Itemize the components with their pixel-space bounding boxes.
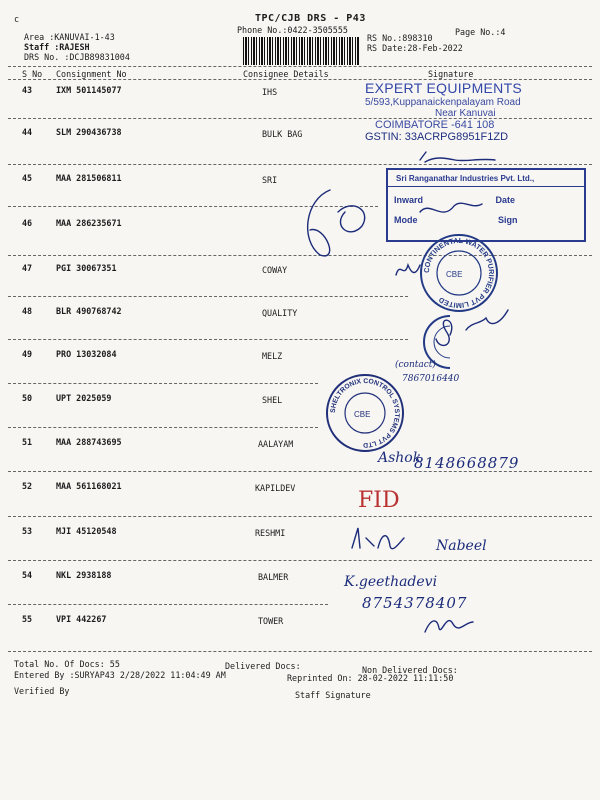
row-sno: 52	[22, 481, 33, 491]
row-consignment: NKL 2938188	[56, 570, 112, 580]
row-consignee: SHEL	[262, 395, 283, 405]
report-title: TPC/CJB DRS - P43	[255, 13, 366, 24]
stamp-company-name: Sri Ranganathar Industries Pvt. Ltd.,	[388, 170, 584, 187]
seal-text: CONTINENTAL WATER PURIFIER PVT LIMITED	[421, 235, 497, 311]
row-consignee: COWAY	[262, 265, 288, 275]
row-sno: 44	[22, 127, 33, 137]
page-number: Page No.:4	[455, 27, 506, 37]
row-consignee: BULK BAG	[262, 129, 303, 139]
handwritten-contact-note: (contact)	[395, 360, 436, 370]
handwritten-contact-number: 7867016440	[402, 374, 460, 384]
verified-by: Verified By	[14, 686, 70, 696]
row-consignment: SLM 290436738	[56, 127, 122, 137]
row-sno: 43	[22, 85, 33, 95]
row-consignee: RESHMI	[255, 528, 286, 538]
row-consignment: UPT 2025059	[56, 393, 112, 403]
row-consignment: VPI 442267	[56, 614, 107, 624]
row-sno: 55	[22, 614, 33, 624]
total-docs: Total No. Of Docs: 55	[14, 659, 120, 669]
row-consignment: PGI 30067351	[56, 263, 117, 273]
row-consignee: SRI	[262, 175, 278, 185]
col-sno: S No	[22, 69, 43, 79]
col-signature: Signature	[428, 69, 474, 79]
row-sno: 50	[22, 393, 33, 403]
row-consignee: MELZ	[262, 351, 283, 361]
row-sno: 47	[22, 263, 33, 273]
non-delivered-docs: Non Delivered Docs:	[362, 665, 458, 675]
row-consignment: IXM 501145077	[56, 85, 122, 95]
row-consignment: PRO 13032084	[56, 349, 117, 359]
stamp-inward-label: Inward	[394, 195, 424, 205]
staff-signature: Staff Signature	[295, 690, 371, 700]
delivered-docs: Delivered Docs:	[225, 661, 301, 671]
seal-text: SHELTRONIX CONTROL SYSTEMS PVT LTD	[329, 377, 401, 449]
stamp-address-1: 5/593,Kuppanaickenpalayam Road	[365, 97, 521, 108]
row-consignee: AALAYAM	[258, 439, 294, 449]
row-consignment: MAA 561168021	[56, 481, 122, 491]
handwritten-ashok: Ashok	[378, 450, 422, 466]
handwritten-fid: FID	[358, 488, 400, 513]
col-consignee: Consignee Details	[243, 69, 329, 79]
row-consignee: QUALITY	[262, 308, 298, 318]
stamp-sign-label: Sign	[498, 215, 518, 225]
corner-mark: c	[14, 14, 20, 24]
row-consignee: KAPILDEV	[255, 483, 296, 493]
row-consignment: MAA 281506811	[56, 173, 122, 183]
stamp-company-name: EXPERT EQUIPMENTS	[365, 80, 523, 96]
row-sno: 49	[22, 349, 33, 359]
handwritten-nabeel: Nabeel	[436, 538, 487, 554]
col-consignment: Consignment No	[56, 69, 127, 79]
row-consignment: MAA 288743695	[56, 437, 122, 447]
entered-by: Entered By :SURYAP43 2/28/2022 11:04:49 AM	[14, 670, 226, 680]
area-label: Area :KANUVAI-1-43	[24, 32, 115, 42]
stamp-gstin: GSTIN: 33ACRPG8951F1ZD	[365, 131, 509, 143]
stamp-address-2: Near Kanuvai	[435, 108, 496, 119]
row-sno: 45	[22, 173, 33, 183]
rs-date: RS Date:28-Feb-2022	[367, 43, 463, 53]
handwritten-phone-2: 8754378407	[362, 594, 468, 612]
row-sno: 53	[22, 526, 33, 536]
row-consignee: TOWER	[258, 616, 284, 626]
stamp-address-3: COIMBATORE -641 108	[375, 119, 495, 131]
row-consignment: BLR 490768742	[56, 306, 122, 316]
phone-number: Phone No.:0422-3505555	[237, 25, 348, 35]
staff-label: Staff :RAJESH	[24, 42, 90, 52]
rs-number: RS No.:898310	[367, 33, 433, 43]
row-consignment: MJI 45120548	[56, 526, 117, 536]
handwritten-phone-1: 8148668879	[414, 454, 520, 472]
svg-text:CBE: CBE	[354, 410, 371, 419]
stamp-mode-label: Mode	[394, 215, 418, 225]
drs-number: DRS No. :DCJB89831004	[24, 52, 130, 62]
row-consignee: BALMER	[258, 572, 289, 582]
row-sno: 46	[22, 218, 33, 228]
stamp-date-label: Date	[495, 195, 516, 205]
row-sno: 54	[22, 570, 33, 580]
row-sno: 51	[22, 437, 33, 447]
row-sno: 48	[22, 306, 33, 316]
reprinted-on: Reprinted On: 28-02-2022 11:11:50	[287, 673, 454, 683]
row-consignee: IHS	[262, 87, 278, 97]
handwritten-kgeetha: K.geethadevi	[344, 574, 438, 590]
row-consignment: MAA 286235671	[56, 218, 122, 228]
svg-text:CBE: CBE	[446, 270, 463, 279]
